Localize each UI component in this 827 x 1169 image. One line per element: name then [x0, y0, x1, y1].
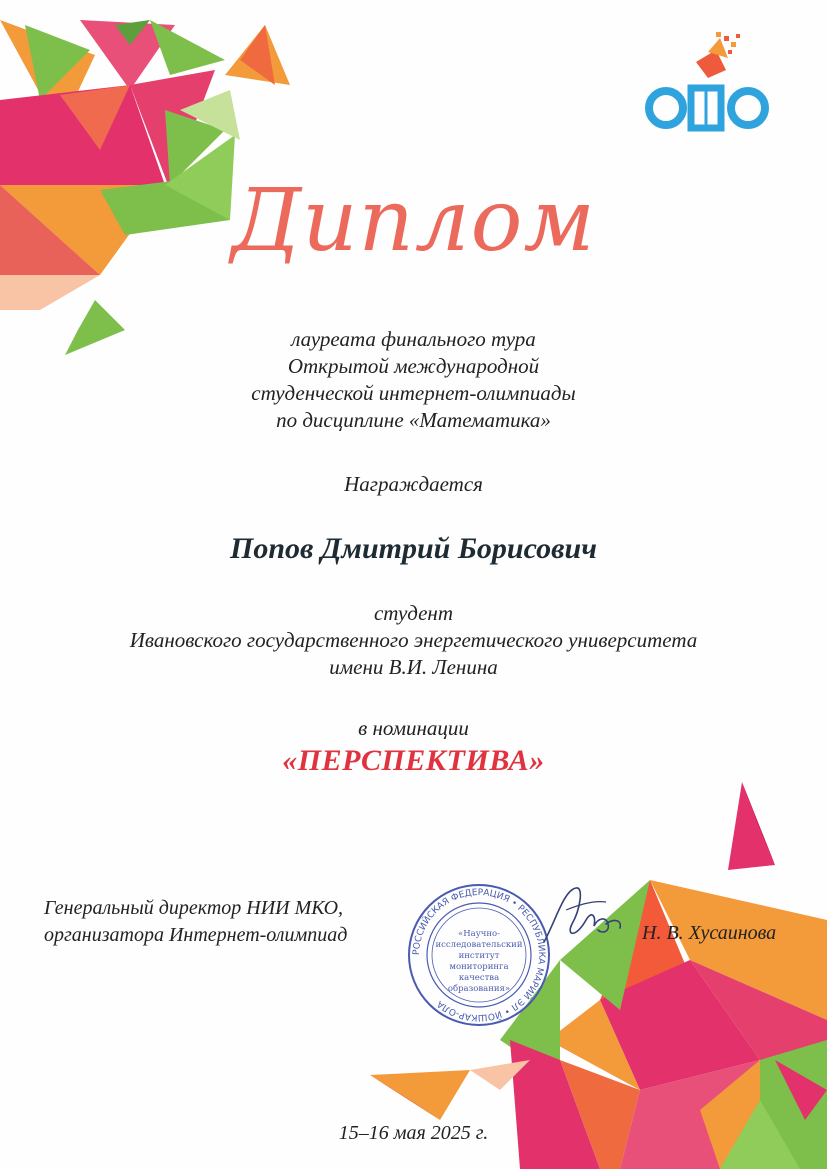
diploma-title: Диплом [231, 171, 596, 271]
director-line: организатора Интернет-олимпиад [44, 924, 348, 946]
details-line: студент [373, 601, 453, 625]
director-title [44, 895, 347, 949]
nomination-title: «ПЕРСПЕКТИВА» [282, 744, 545, 777]
issue-date: 15–16 мая 2025 г. [338, 1122, 489, 1144]
recipient-name: Попов Дмитрий Борисович [229, 532, 597, 565]
seal-outer-text: РОССИЙСКАЯ ФЕДЕРАЦИЯ • РЕСПУБЛИКА МАРИЙ ЭЛ • ЙОШКАР-ОЛА [411, 887, 547, 1023]
director-line: Генеральный директор НИИ МКО, [44, 897, 344, 919]
details-line: Ивановского государственного энергетического университета [129, 628, 698, 652]
signer-name: Н. В. Хусаинова [642, 922, 777, 944]
diploma-subtitle [0, 326, 827, 434]
seal-line: институт [458, 951, 500, 961]
subtitle-line: Открытой международной [287, 354, 540, 378]
subtitle-line: лауреата финального тура [291, 327, 536, 351]
signature [536, 880, 628, 960]
seal-line: образования» [447, 984, 511, 994]
seal-line: качества [458, 973, 500, 983]
flame-icon [696, 32, 740, 78]
awarded-label: Награждается [344, 472, 483, 496]
seal-line: мониторинга [449, 962, 509, 972]
seal-line: исследовательский [435, 940, 523, 950]
details-line: имени В.И. Ленина [329, 655, 498, 679]
subtitle-line: студенческой интернет-олимпиады [251, 381, 576, 405]
subtitle-line: по дисциплине «Математика» [276, 408, 551, 432]
nomination-label: в номинации [358, 716, 469, 740]
official-seal [404, 880, 554, 1030]
olympiad-logo [636, 30, 776, 140]
seal-line: «Научно- [458, 929, 500, 939]
recipient-details [0, 600, 827, 681]
